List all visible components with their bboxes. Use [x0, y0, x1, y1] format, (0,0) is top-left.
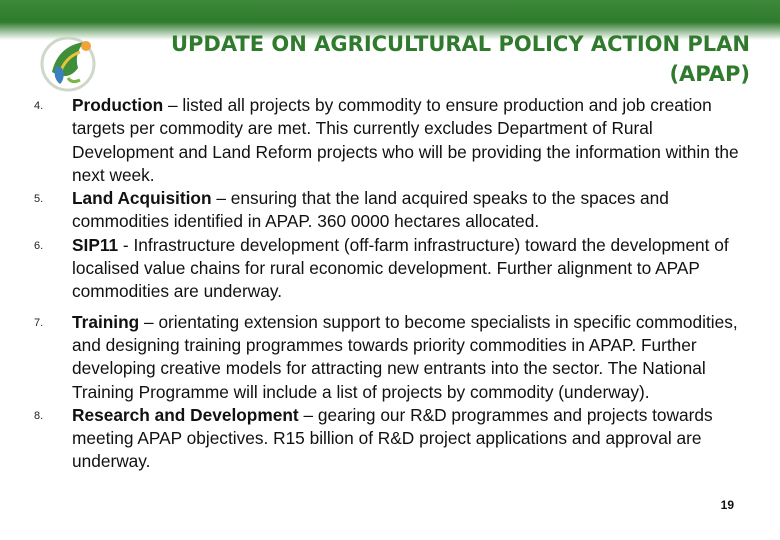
item-text: Infrastructure development (off-farm infrastructure) toward the development of localised value chains for rural economic development. Further alignment to APAP commodities are underway. — [72, 234, 729, 302]
item-text: listed all projects by commodity to ensure production and job creation targets per commodity are met. This currently excludes Department of Rural Development and Land Reform projects who will be providing the information within the next week. — [72, 95, 739, 185]
item-number: 6. — [34, 239, 44, 252]
page-number: 19 — [720, 498, 734, 512]
item-term: Training — [72, 311, 140, 332]
item-number: 4. — [34, 100, 44, 112]
item-term: Production — [72, 95, 164, 115]
department-logo-icon — [34, 28, 106, 96]
list-item: 7. Training – orientating extension support to become specialists in specific commodities, and designing training programmes towards priority commodities in APAP. Further developing creative models for attracting new entrants into the sector. The National Training Programme will include a list of projects by commodity (underway). — [34, 311, 738, 402]
title-line-1: UPDATE ON AGRICULTURAL POLICY ACTION PLAN — [170, 32, 750, 56]
item-number: 8. — [34, 409, 44, 422]
list-item: 6. SIP11 - Infrastructure development (off-farm infrastructure) toward the development of localised value chains for rural economic development. Further alignment to APAP commodities are underway. — [34, 234, 729, 302]
item-term: Land Acquisition — [72, 188, 212, 209]
action-list — [34, 94, 754, 474]
item-number: 5. — [34, 193, 44, 206]
item-term: Research and Development — [72, 404, 299, 425]
item-text: gearing our R&D programmes and projects towards meeting APAP objectives. R15 billion of R&D project applications and approval are underway. — [72, 404, 713, 472]
item-term: SIP11 — [72, 234, 119, 255]
item-number: 7. — [34, 316, 44, 329]
item-text: orientating extension support to become specialists in specific commodities, and designing training programmes towards priority commodities in APAP. Further developing creative models for attracting new entrants into the sector. The National Training Programme will include a list of projects by commodity (underway). — [72, 311, 738, 402]
list-item: 8. Research and Development – gearing our R&D programmes and projects towards meeting APAP objectives. R15 billion of R&D project applications and approval are underway. — [34, 404, 713, 472]
list-item: 5. Land Acquisition – ensuring that the land acquired speaks to the spaces and commodities identified in APAP. 360 0000 hectares allocated. — [34, 188, 669, 232]
title-line-2: (APAP) — [669, 62, 750, 86]
list-item: 4. Production – listed all projects by commodity to ensure production and job creation targets per commodity are met. This currently excludes Department of Rural Development and Land Reform projects who will be providing the information within the next week. — [34, 95, 739, 185]
item-text: ensuring that the land acquired speaks to the spaces and commodities identified in APAP. 360 0000 hectares allocated. — [72, 188, 669, 232]
